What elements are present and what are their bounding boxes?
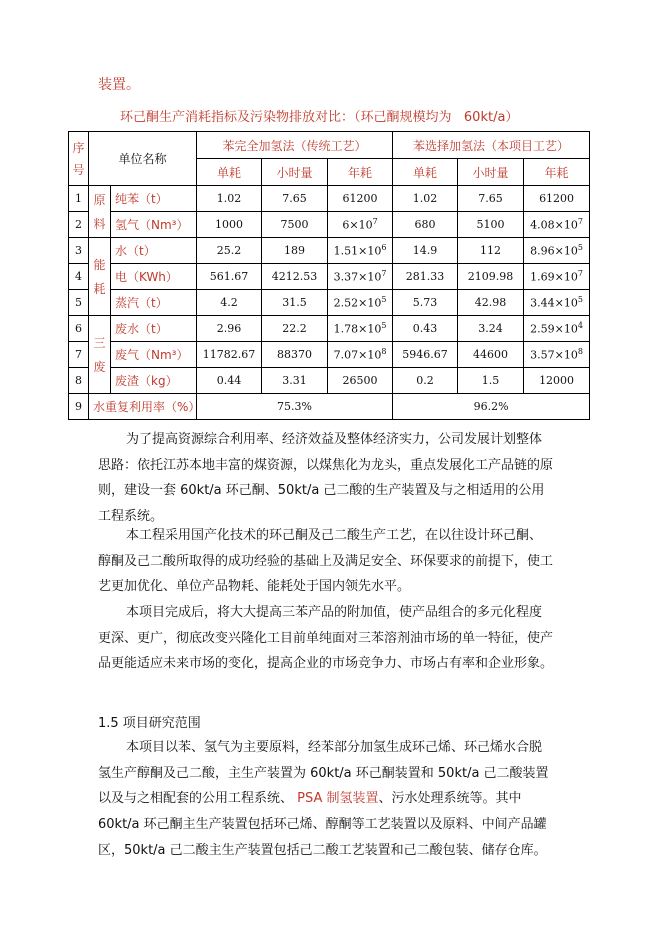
value-cell — [524, 186, 590, 212]
value-text: 1.78×10 — [333, 322, 382, 336]
row-name: 废水（t） — [111, 316, 197, 342]
value-cell — [458, 290, 524, 316]
value-text: 3.31 — [282, 374, 307, 387]
value-cell — [458, 316, 524, 342]
value-cell — [458, 212, 524, 238]
subheader-cell: 单耗 — [393, 159, 458, 186]
exponent: 5 — [577, 295, 583, 305]
value-text: 1.51×10 — [333, 244, 382, 258]
paragraph-4-part-b: 、污水处理系统等。其中 60kt/a 环己酮主生产装置包括环己烯、醇酮等工艺装置以及原料、中间产品罐区，50kt/a 己二酸主生产装置包括己二酸工艺装置和己二酸包装、储存仓库。 — [98, 791, 547, 858]
row-number: 2 — [69, 212, 89, 238]
value-text: 2.96 — [216, 322, 242, 335]
value-cell — [458, 186, 524, 212]
row9-project-value: 96.2% — [393, 394, 590, 420]
value-cell — [458, 264, 524, 290]
table-row — [69, 394, 590, 420]
paragraph-4-part-a: 本项目以苯、氢气为主要原料，经苯部分加氢生成环己烯、环己烯水合脱氢生产醇酮及己二酸，主生产装置为 60kt/a 环己酮装置和 50kt/a 己二酸装置以及与之相配套的公用工程系统、 — [98, 740, 549, 807]
row-number: 9 — [69, 394, 89, 420]
value-cell — [197, 316, 262, 342]
value-cell — [328, 186, 393, 212]
value-cell — [458, 238, 524, 264]
value-text: 3.37×10 — [333, 270, 382, 284]
value-text: 3.24 — [478, 322, 503, 335]
row-number: 1 — [69, 186, 89, 212]
value-cell — [328, 264, 393, 290]
value-text: 1.02 — [216, 192, 242, 205]
value-cell — [197, 212, 262, 238]
table-row — [69, 290, 590, 316]
exponent: 7 — [381, 269, 387, 279]
table-row — [69, 238, 590, 264]
value-text: 25.2 — [216, 244, 242, 257]
value-text: 1.69×10 — [530, 270, 578, 284]
value-text: 1.5 — [481, 374, 500, 387]
table-row — [69, 342, 590, 368]
value-text: 112 — [480, 244, 502, 257]
value-text: 88370 — [277, 348, 313, 361]
value-cell — [524, 316, 590, 342]
table-row — [69, 212, 590, 238]
value-cell — [197, 264, 262, 290]
value-cell — [524, 238, 590, 264]
value-cell — [328, 290, 393, 316]
value-text: 61200 — [539, 192, 575, 205]
value-text: 0.43 — [412, 322, 438, 335]
value-text: 7.65 — [282, 192, 307, 205]
exponent: 8 — [381, 347, 387, 357]
subheader-cell: 小时量 — [262, 159, 328, 186]
row-name: 水重复利用率（%） — [89, 394, 197, 420]
value-text: 4212.53 — [271, 270, 318, 283]
value-text: 3.57×10 — [530, 348, 578, 362]
value-text: 14.9 — [412, 244, 438, 257]
value-text: 8.96×10 — [530, 244, 578, 258]
value-text: 31.5 — [282, 296, 307, 309]
value-text: 2.52×10 — [333, 296, 382, 310]
subheader-cell: 单耗 — [197, 159, 262, 186]
value-text: 680 — [414, 218, 436, 231]
value-text: 42.98 — [474, 296, 507, 309]
value-cell — [458, 342, 524, 368]
value-text: 26500 — [342, 374, 378, 387]
psa-highlight: PSA 制氢装置 — [297, 791, 379, 807]
row-number: 5 — [69, 290, 89, 316]
value-cell — [393, 264, 458, 290]
table-header-row — [69, 132, 590, 159]
header-group-project: 苯选择加氢法（本项目工艺） — [393, 132, 590, 159]
value-cell — [197, 368, 262, 394]
comparison-table — [68, 131, 590, 420]
value-cell — [262, 264, 328, 290]
value-text: 5946.67 — [402, 348, 448, 361]
category-waste: 三废 — [89, 316, 111, 394]
exponent: 7 — [372, 217, 378, 227]
value-text: 7.65 — [478, 192, 503, 205]
lead-text: 装置。 — [98, 77, 140, 93]
table-row — [69, 264, 590, 290]
value-cell — [393, 316, 458, 342]
value-cell — [262, 342, 328, 368]
value-cell — [524, 368, 590, 394]
row-number: 6 — [69, 316, 89, 342]
value-cell — [197, 186, 262, 212]
value-cell — [262, 186, 328, 212]
paragraph-1: 为了提高资源综合利用率、经济效益及整体经济实力，公司发展计划整体思路：依托江苏本地丰富的煤资源，以煤焦化为龙头，重点发展化工产品链的原则，建设一套 60kt/a 环己酮、50kt/a 己二酸的生产装置及与之相适用的公用工程系统。 — [98, 432, 554, 525]
row-name: 纯苯（t） — [111, 186, 197, 212]
value-text: 6×10 — [342, 218, 373, 232]
row-number: 4 — [69, 264, 89, 290]
value-cell — [328, 316, 393, 342]
row-name: 废渣（kg） — [111, 368, 197, 394]
exponent: 4 — [577, 321, 583, 331]
exponent: 5 — [381, 321, 387, 331]
row-name: 氢气（Nm³） — [111, 212, 197, 238]
value-cell — [393, 290, 458, 316]
section-heading: 1.5 项目研究范围 — [98, 716, 201, 731]
value-cell — [197, 238, 262, 264]
value-text: 11782.67 — [202, 348, 256, 361]
exponent: 7 — [577, 269, 583, 279]
value-text: 5.73 — [412, 296, 438, 309]
value-text: 7.07×10 — [333, 348, 382, 362]
value-cell — [328, 212, 393, 238]
category-raw: 原料 — [89, 186, 111, 238]
value-cell — [262, 290, 328, 316]
exponent: 5 — [577, 243, 583, 253]
header-unit: 单位名称 — [89, 132, 197, 186]
table-caption: 环己酮生产消耗指标及污染物排放对比：（环己酮规模均为 60kt/a） — [120, 110, 519, 125]
value-text: 0.44 — [216, 374, 242, 387]
value-cell — [458, 368, 524, 394]
value-text: 4.2 — [220, 296, 238, 309]
value-text: 7500 — [280, 218, 309, 231]
table-row — [69, 316, 590, 342]
row9-traditional-value: 75.3% — [197, 394, 393, 420]
subheader-cell: 年耗 — [524, 159, 590, 186]
value-text: 61200 — [342, 192, 378, 205]
exponent: 5 — [381, 295, 387, 305]
category-energy: 能耗 — [89, 238, 111, 316]
value-cell — [393, 212, 458, 238]
exponent: 6 — [381, 243, 387, 253]
row-name: 电（KWh） — [111, 264, 197, 290]
value-cell — [393, 342, 458, 368]
value-cell — [328, 368, 393, 394]
value-text: 22.2 — [282, 322, 307, 335]
value-text: 1000 — [215, 218, 244, 231]
row-name: 水（t） — [111, 238, 197, 264]
value-cell — [524, 290, 590, 316]
header-seq: 序号 — [69, 132, 89, 186]
value-text: 281.33 — [405, 270, 445, 283]
value-text: 12000 — [539, 374, 575, 387]
paragraph-3: 本项目完成后，将大大提高三苯产品的附加值，使产品组合的多元化程度更深、更广，彻底改变兴隆化工目前单纯面对三苯溶剂油市场的单一特征，使产品更能适应未来市场的变化，提高企业的市场竞争力、市场占有率和企业形象。 — [98, 605, 554, 672]
value-cell — [328, 238, 393, 264]
value-cell — [524, 264, 590, 290]
table-row — [69, 186, 590, 212]
value-text: 1.02 — [412, 192, 438, 205]
table-row — [69, 368, 590, 394]
value-cell — [262, 368, 328, 394]
row-number: 7 — [69, 342, 89, 368]
value-text: 2.59×10 — [530, 322, 578, 336]
value-cell — [197, 290, 262, 316]
value-text: 5100 — [476, 218, 505, 231]
value-cell — [524, 212, 590, 238]
subheader-cell: 小时量 — [458, 159, 524, 186]
row-name: 蒸汽（t） — [111, 290, 197, 316]
exponent: 8 — [577, 347, 583, 357]
header-group-traditional: 苯完全加氢法（传统工艺） — [197, 132, 393, 159]
row-name: 废气（Nm³） — [111, 342, 197, 368]
value-text: 189 — [284, 244, 306, 257]
value-text: 0.2 — [416, 374, 434, 387]
value-cell — [262, 316, 328, 342]
value-cell — [393, 186, 458, 212]
value-text: 4.08×10 — [530, 218, 578, 232]
row-number: 3 — [69, 238, 89, 264]
value-text: 561.67 — [209, 270, 249, 283]
value-cell — [262, 212, 328, 238]
value-text: 44600 — [473, 348, 509, 361]
paragraph-2: 本工程采用国产化技术的环己酮及己二酸生产工艺，在以往设计环己酮、醇酮及己二酸所取得的成功经验的基础上及满足安全、环保要求的前提下，使工艺更加优化、单位产品物耗、能耗处于国内领先水平。 — [98, 528, 554, 595]
subheader-cell: 年耗 — [328, 159, 393, 186]
value-text: 3.44×10 — [530, 296, 578, 310]
value-text: 2109.98 — [467, 270, 514, 283]
paragraph-4 — [98, 735, 553, 864]
value-cell — [328, 342, 393, 368]
value-cell — [262, 238, 328, 264]
row-number: 8 — [69, 368, 89, 394]
value-cell — [393, 238, 458, 264]
value-cell — [197, 342, 262, 368]
value-cell — [393, 368, 458, 394]
value-cell — [524, 342, 590, 368]
exponent: 7 — [577, 217, 583, 227]
